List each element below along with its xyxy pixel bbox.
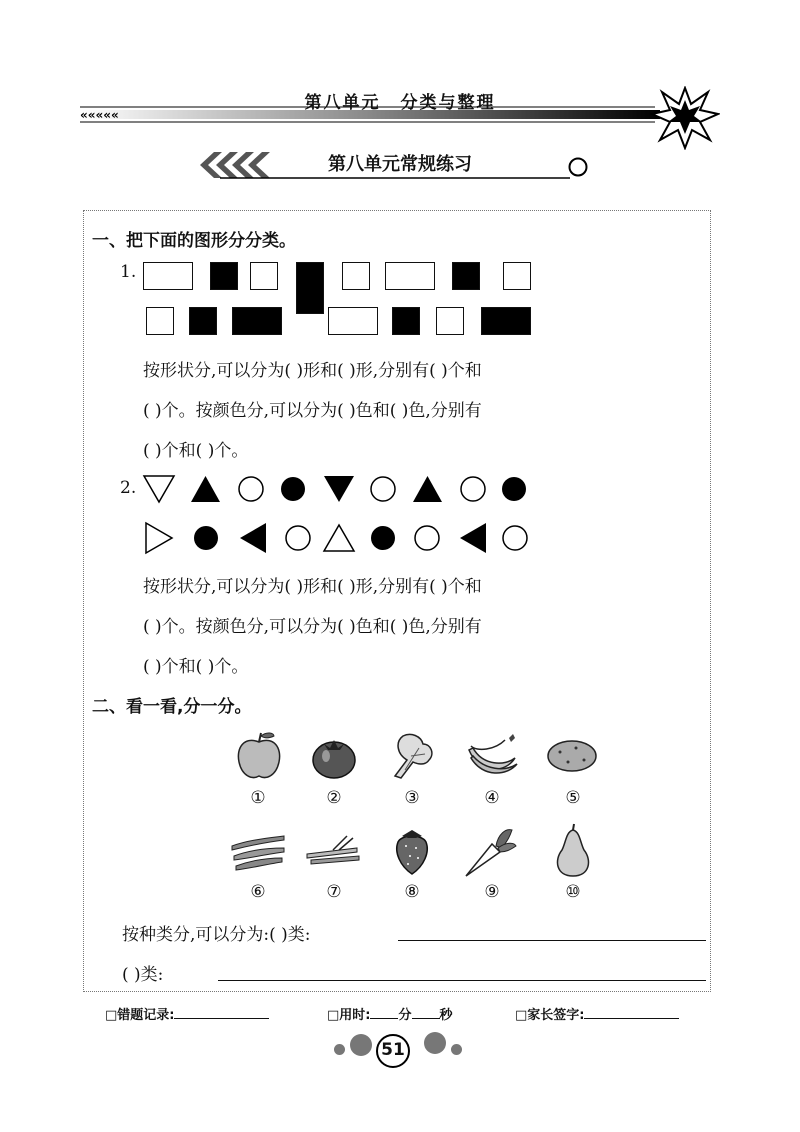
classify-line1: 按种类分,可以分为:( )类: <box>122 925 311 945</box>
pear-icon <box>550 822 596 880</box>
potato-icon <box>546 738 598 774</box>
section-title: 第八单元常规练习 <box>328 154 472 175</box>
q2-line1: 按形状分,可以分为( )形和( )形,分别有( )个和 <box>143 577 482 597</box>
decor-dot <box>350 1034 372 1056</box>
q1-number: 1. <box>120 262 137 282</box>
error-record <box>105 1004 269 1023</box>
strawberry-icon <box>392 826 432 876</box>
square-white <box>146 307 174 335</box>
banana-icon <box>465 730 519 780</box>
svg-text:«««««: ««««« <box>80 108 119 122</box>
triangle-right-white <box>146 523 172 553</box>
item-number: ⑤ <box>565 788 581 808</box>
second-label: 秒 <box>439 1008 453 1023</box>
q2-number: 2. <box>120 478 137 498</box>
square-black <box>392 307 420 335</box>
triangle-up-black <box>413 476 442 502</box>
square-black <box>189 307 217 335</box>
circle-white <box>415 526 439 550</box>
triangle-down-black <box>324 476 354 502</box>
error-record-field[interactable] <box>174 1018 269 1019</box>
circle-white <box>286 526 310 550</box>
chives-icon <box>303 834 361 868</box>
circle-white <box>503 526 527 550</box>
item-number: ⑥ <box>250 882 266 902</box>
page-number: 51 <box>376 1034 410 1068</box>
triangle-down-white <box>144 476 174 502</box>
item-number: ⑦ <box>326 882 342 902</box>
green-beans-icon <box>228 832 288 872</box>
circle-white <box>371 477 395 501</box>
parent-signature-label: □家长签字: <box>515 1008 585 1023</box>
q2-shapes <box>140 470 540 560</box>
rectangle-black <box>232 307 282 335</box>
circle-black <box>194 526 218 550</box>
error-record-label: □错题记录: <box>105 1008 175 1023</box>
item-number: ④ <box>484 788 500 808</box>
minute-field[interactable] <box>370 1018 398 1019</box>
square-black <box>210 262 238 290</box>
square-white <box>342 262 370 290</box>
q2-line3: ( )个和( )个。 <box>143 657 249 677</box>
cabbage-icon <box>385 730 437 782</box>
circle-black <box>371 526 395 550</box>
decor-dot <box>334 1044 345 1055</box>
decor-dot <box>451 1044 462 1055</box>
answer-line[interactable] <box>398 940 706 941</box>
rectangle-black <box>296 262 324 314</box>
item-number: ① <box>250 788 266 808</box>
triangle-up-white <box>324 525 354 551</box>
carrot-icon <box>462 824 518 878</box>
square-white <box>250 262 278 290</box>
header-title <box>0 88 800 113</box>
classify-line2: ( )类: <box>122 965 164 985</box>
circle-white <box>461 477 485 501</box>
second-field[interactable] <box>412 1018 440 1019</box>
parent-signature-field[interactable] <box>584 1018 679 1019</box>
square-black <box>452 262 480 290</box>
part1-heading: 一、把下面的图形分分类。 <box>92 231 296 251</box>
parent-signature <box>515 1004 679 1023</box>
rectangle-white <box>385 262 435 290</box>
item-number: ③ <box>404 788 420 808</box>
item-number: ⑧ <box>404 882 420 902</box>
q1-line1: 按形状分,可以分为( )形和( )形,分别有( )个和 <box>143 361 482 381</box>
triangle-up-black <box>191 476 220 502</box>
rectangle-white <box>143 262 193 290</box>
circle-white <box>239 477 263 501</box>
item-number: ② <box>326 788 342 808</box>
triangle-left-black <box>240 523 266 553</box>
time-label: □用时: <box>327 1008 371 1023</box>
circle-black <box>281 477 305 501</box>
apple-icon <box>234 730 284 782</box>
q1-line2: ( )个。按颜色分,可以分为( )色和( )色,分别有 <box>143 401 482 421</box>
decor-dot <box>424 1032 446 1054</box>
minute-label: 分 <box>398 1008 412 1023</box>
answer-line[interactable] <box>218 980 706 981</box>
rectangle-black <box>481 307 531 335</box>
q1-line3: ( )个和( )个。 <box>143 441 249 461</box>
q2-line2: ( )个。按颜色分,可以分为( )色和( )色,分别有 <box>143 617 482 637</box>
unit-label: 第八单元 <box>304 93 381 113</box>
square-white <box>503 262 531 290</box>
rectangle-white <box>328 307 378 335</box>
time-used <box>327 1004 453 1023</box>
tomato-icon <box>310 732 358 780</box>
part2-heading: 二、看一看,分一分。 <box>92 697 252 717</box>
circle-black <box>502 477 526 501</box>
item-number: ⑨ <box>484 882 500 902</box>
square-white <box>436 307 464 335</box>
item-number: ⑩ <box>565 882 581 902</box>
triangle-left-black <box>460 523 486 553</box>
topic-label: 分类与整理 <box>400 93 496 113</box>
